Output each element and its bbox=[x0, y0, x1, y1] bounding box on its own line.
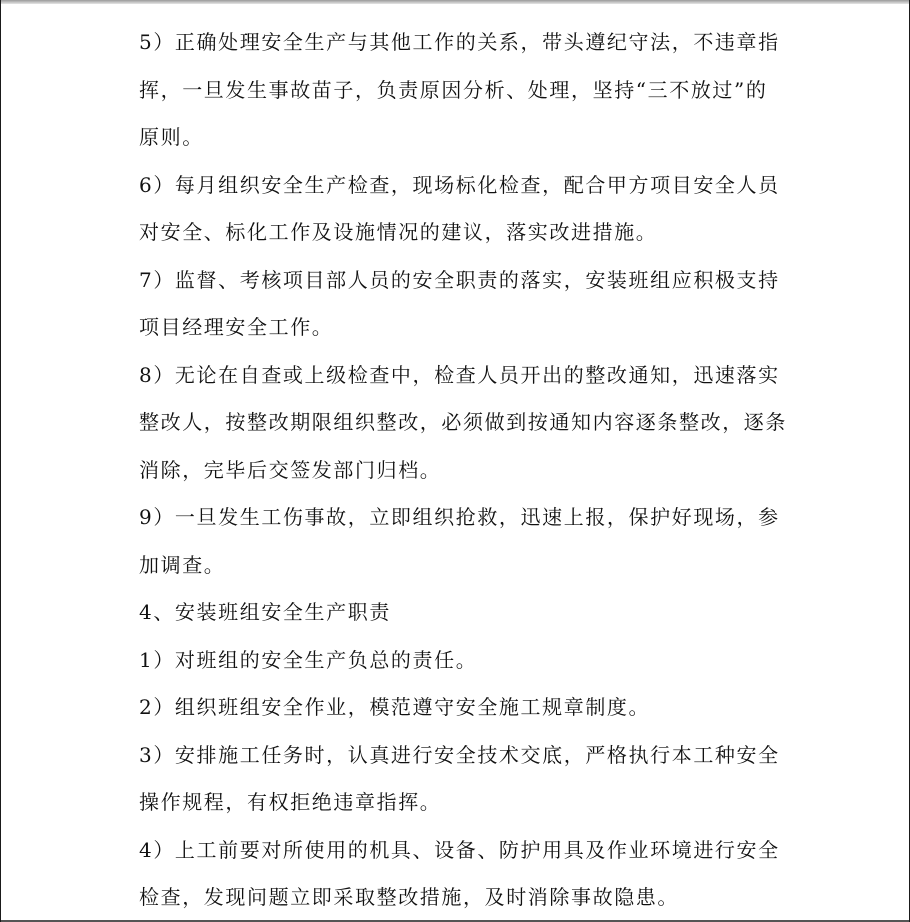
page-top-edge bbox=[1, 0, 910, 4]
text-line: 6）每月组织安全生产检查，现场标化检查，配合甲方项目安全人员 bbox=[139, 172, 780, 197]
text-line: 7）监督、考核项目部人员的安全职责的落实，安装班组应积极支持 bbox=[139, 267, 780, 292]
text-line: 加调查。 bbox=[139, 552, 226, 577]
document-body bbox=[139, 19, 787, 922]
text-line: 9）一旦发生工伤事故，立即组织抢救，迅速上报，保护好现场，参 bbox=[139, 505, 780, 529]
text-line: 原则。 bbox=[139, 125, 204, 149]
text-line: 2）组织班组安全作业，模范遵守安全施工规章制度。 bbox=[139, 695, 651, 719]
text-line: 项目经理安全工作。 bbox=[139, 315, 334, 339]
section-heading: 4、安装班组安全生产职责 bbox=[139, 600, 391, 624]
text-line: 操作规程，有权拒绝违章指挥。 bbox=[139, 790, 442, 814]
text-line: 挥，一旦发生事故苗子，负责原因分析、处理，坚持“三不放过”的 bbox=[139, 77, 768, 102]
text-line: 3）安排施工任务时，认真进行安全技术交底，严格执行本工种安全 bbox=[139, 742, 780, 767]
text-line: 1）对班组的安全生产负总的责任。 bbox=[139, 647, 478, 672]
text-line: 8）无论在自查或上级检查中，检查人员开出的整改通知，迅速落实 bbox=[139, 362, 780, 387]
text-line: 消除，完毕后交签发部门归档。 bbox=[139, 457, 442, 482]
text-line: 对安全、标化工作及设施情况的建议，落实改进措施。 bbox=[139, 220, 658, 244]
text-line: 5）正确处理安全生产与其他工作的关系，带头遵纪守法，不违章指 bbox=[139, 30, 780, 54]
text-line: 4）上工前要对所使用的机具、设备、防护用具及作业环境进行安全 bbox=[139, 837, 780, 862]
text-line: 整改人，按整改期限组织整改，必须做到按通知内容逐条整改，逐条 bbox=[139, 410, 787, 434]
text-line: 检查，发现问题立即采取整改措施，及时消除事故隐患。 bbox=[139, 885, 679, 909]
